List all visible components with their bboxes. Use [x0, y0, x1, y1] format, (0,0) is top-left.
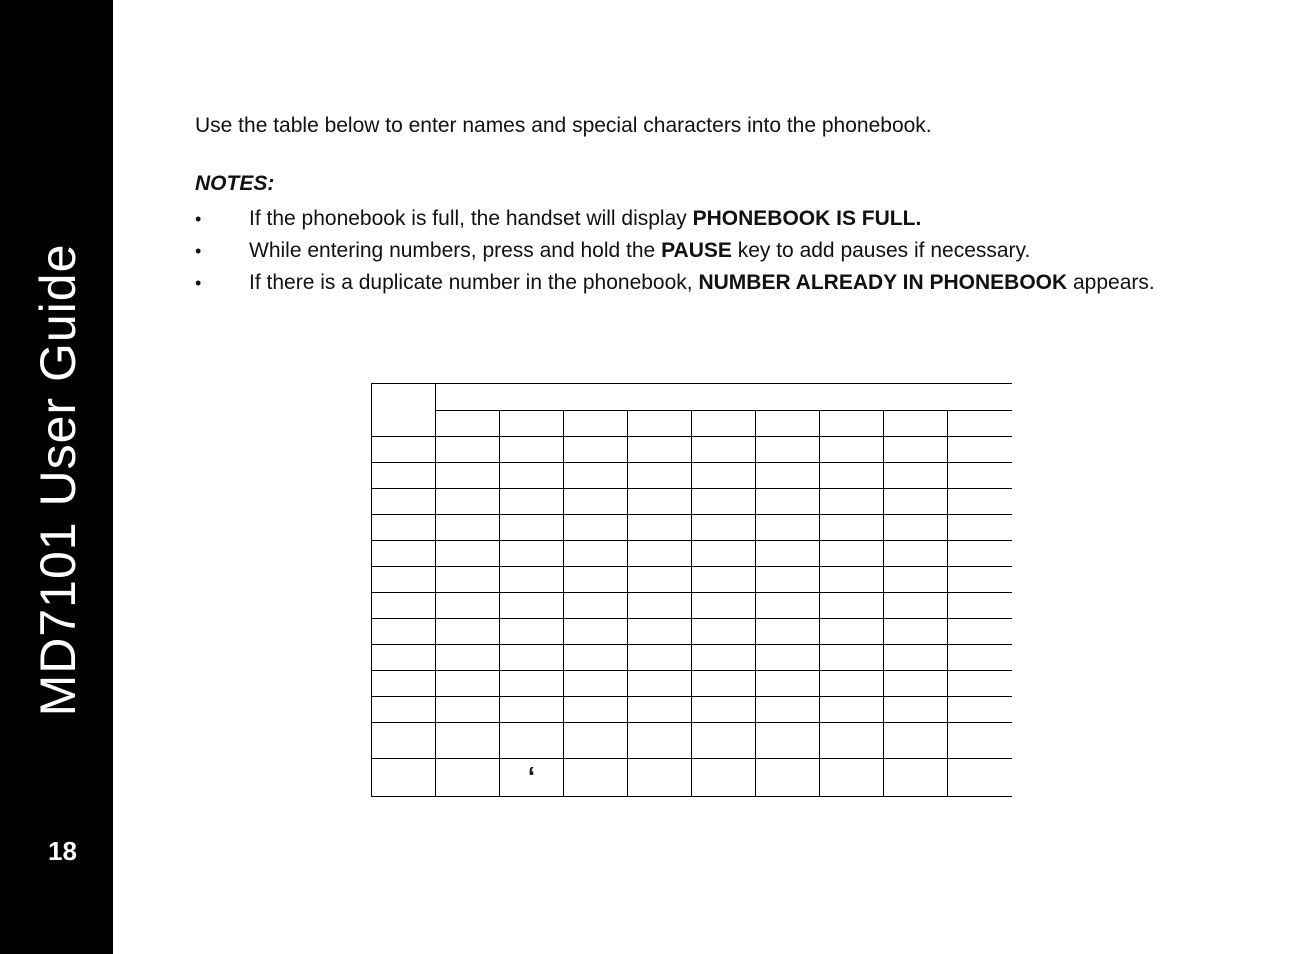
table-key-cell — [372, 593, 436, 619]
table-key-cell — [372, 489, 436, 515]
table-cell — [948, 489, 1012, 515]
table-cell — [884, 567, 948, 593]
table-cell — [628, 645, 692, 671]
table-header-cell — [756, 411, 820, 437]
table-cell — [628, 567, 692, 593]
table-cell — [948, 697, 1012, 723]
table-row — [372, 541, 1012, 567]
table-cell — [564, 515, 628, 541]
table-cell — [436, 645, 500, 671]
table-cell — [692, 619, 756, 645]
table-cell — [500, 593, 564, 619]
table-header-cell — [948, 411, 1012, 437]
table-subheader-row — [372, 411, 1012, 437]
table-cell — [692, 437, 756, 463]
table-key-cell — [372, 671, 436, 697]
table-cell — [756, 723, 820, 759]
table-cell — [884, 645, 948, 671]
table-cell — [564, 697, 628, 723]
bullet-icon: • — [195, 273, 202, 293]
table-cell — [628, 723, 692, 759]
table-cell — [436, 437, 500, 463]
table-cell — [948, 463, 1012, 489]
table-header-cell — [564, 411, 628, 437]
table-cell — [884, 619, 948, 645]
table-cell — [756, 489, 820, 515]
table-cell — [692, 567, 756, 593]
table-header-cell — [436, 411, 500, 437]
table-key-cell — [372, 541, 436, 567]
table-cell — [820, 437, 884, 463]
table-cell — [564, 671, 628, 697]
table-cell — [564, 567, 628, 593]
table-cell — [500, 619, 564, 645]
table-row — [372, 671, 1012, 697]
note-text: If there is a duplicate number in the phonebook, NUMBER ALREADY IN PHONEBOOK appears. — [249, 271, 1155, 294]
table-cell — [436, 671, 500, 697]
notes-heading: NOTES: — [195, 172, 275, 195]
table-header-cell — [820, 411, 884, 437]
table-cell-apostrophe: ‘ — [500, 759, 564, 797]
table-cell — [756, 515, 820, 541]
table-cell — [756, 567, 820, 593]
table-cell — [948, 671, 1012, 697]
table-row — [372, 463, 1012, 489]
table-cell — [692, 541, 756, 567]
table-cell — [884, 541, 948, 567]
table-cell — [692, 463, 756, 489]
table-cell — [500, 515, 564, 541]
table-cell — [628, 489, 692, 515]
table-cell — [628, 593, 692, 619]
note-text: If the phonebook is full, the handset will display PHONEBOOK IS FULL. — [249, 207, 922, 230]
table-cell — [692, 671, 756, 697]
table-cell — [500, 723, 564, 759]
table-cell — [564, 541, 628, 567]
table-cell — [564, 759, 628, 797]
table-cell — [500, 437, 564, 463]
table-cell — [820, 567, 884, 593]
table-cell — [756, 593, 820, 619]
table-cell — [820, 515, 884, 541]
key-name: PAUSE — [661, 239, 732, 262]
table-cell — [628, 515, 692, 541]
table-row — [372, 567, 1012, 593]
table-cell — [436, 759, 500, 797]
table-cell — [948, 515, 1012, 541]
table-cell — [820, 759, 884, 797]
table-corner-cell — [372, 384, 436, 437]
table-cell — [884, 671, 948, 697]
table-cell — [756, 645, 820, 671]
table-row — [372, 645, 1012, 671]
table-cell — [692, 593, 756, 619]
table-cell — [948, 759, 1012, 797]
table-cell — [628, 759, 692, 797]
table-cell — [564, 593, 628, 619]
table-cell — [564, 619, 628, 645]
table-cell — [884, 593, 948, 619]
table-cell — [436, 463, 500, 489]
table-cell — [692, 645, 756, 671]
table-cell — [692, 759, 756, 797]
table-cell — [628, 619, 692, 645]
table-cell — [564, 723, 628, 759]
table-cell — [500, 671, 564, 697]
table-cell — [948, 723, 1012, 759]
table-cell — [820, 645, 884, 671]
table-cell — [500, 567, 564, 593]
character-table — [371, 383, 1012, 797]
table-cell — [628, 541, 692, 567]
table-cell — [820, 619, 884, 645]
table-cell — [500, 645, 564, 671]
table-cell — [628, 697, 692, 723]
table-cell — [756, 463, 820, 489]
table-cell — [628, 437, 692, 463]
table-header-cell — [500, 411, 564, 437]
table-key-cell — [372, 515, 436, 541]
display-message: PHONEBOOK IS FULL. — [692, 207, 922, 230]
table-cell — [884, 463, 948, 489]
table-cell — [500, 489, 564, 515]
table-cell — [436, 697, 500, 723]
table-row — [372, 515, 1012, 541]
table-header-cell — [692, 411, 756, 437]
table-cell — [756, 437, 820, 463]
table-cell — [884, 489, 948, 515]
table-cell — [500, 541, 564, 567]
table-cell — [948, 567, 1012, 593]
table-key-cell — [372, 437, 436, 463]
table-key-cell — [372, 759, 436, 797]
table-cell — [820, 463, 884, 489]
table-cell — [820, 671, 884, 697]
table-cell — [820, 723, 884, 759]
table-cell — [564, 645, 628, 671]
table-cell — [436, 619, 500, 645]
intro-text: Use the table below to enter names and special characters into the phonebook. — [195, 114, 932, 137]
table-cell — [436, 593, 500, 619]
table-key-cell — [372, 723, 436, 759]
table-cell — [756, 697, 820, 723]
table-cell — [692, 723, 756, 759]
table-cell — [692, 697, 756, 723]
table-key-cell — [372, 619, 436, 645]
table-cell — [948, 645, 1012, 671]
table-cell — [436, 489, 500, 515]
page-number: 18 — [48, 836, 77, 866]
side-tab — [0, 0, 113, 954]
table-header-cell — [628, 411, 692, 437]
table-header-cell — [884, 411, 948, 437]
table-cell — [500, 697, 564, 723]
bullet-icon: • — [195, 209, 202, 229]
table-cell — [756, 541, 820, 567]
table-cell — [692, 515, 756, 541]
bullet-icon: • — [195, 241, 202, 261]
table-cell — [948, 593, 1012, 619]
table-cell — [756, 759, 820, 797]
table-cell — [948, 437, 1012, 463]
table-cell — [948, 541, 1012, 567]
table-group-header — [436, 384, 1012, 411]
table-header-row — [372, 384, 1012, 411]
table-cell — [436, 567, 500, 593]
table-cell — [564, 463, 628, 489]
table-cell — [884, 759, 948, 797]
table-key-cell — [372, 463, 436, 489]
table-cell — [564, 489, 628, 515]
table-cell — [756, 619, 820, 645]
table-cell — [820, 697, 884, 723]
table-row — [372, 437, 1012, 463]
table-cell — [564, 437, 628, 463]
table-cell — [500, 463, 564, 489]
table-cell — [884, 437, 948, 463]
table-row — [372, 723, 1012, 759]
table-cell — [436, 515, 500, 541]
table-row — [372, 697, 1012, 723]
table-key-cell — [372, 645, 436, 671]
table-cell — [884, 515, 948, 541]
table-row — [372, 593, 1012, 619]
table-row — [372, 619, 1012, 645]
table-cell — [756, 671, 820, 697]
table-key-cell — [372, 567, 436, 593]
table-row — [372, 489, 1012, 515]
table-cell — [820, 489, 884, 515]
guide-title: MD7101 User Guide — [30, 243, 86, 717]
table-cell — [436, 723, 500, 759]
table-cell — [436, 541, 500, 567]
table-cell — [628, 671, 692, 697]
table-cell — [628, 463, 692, 489]
table-cell — [692, 489, 756, 515]
table-key-cell — [372, 697, 436, 723]
table-row — [372, 759, 1012, 797]
table-cell — [884, 723, 948, 759]
table-cell — [820, 593, 884, 619]
note-text: While entering numbers, press and hold the PAUSE key to add pauses if necessary. — [249, 239, 1031, 262]
table-cell — [820, 541, 884, 567]
table-cell — [884, 697, 948, 723]
display-message: NUMBER ALREADY IN PHONEBOOK — [698, 271, 1068, 294]
table-cell — [948, 619, 1012, 645]
